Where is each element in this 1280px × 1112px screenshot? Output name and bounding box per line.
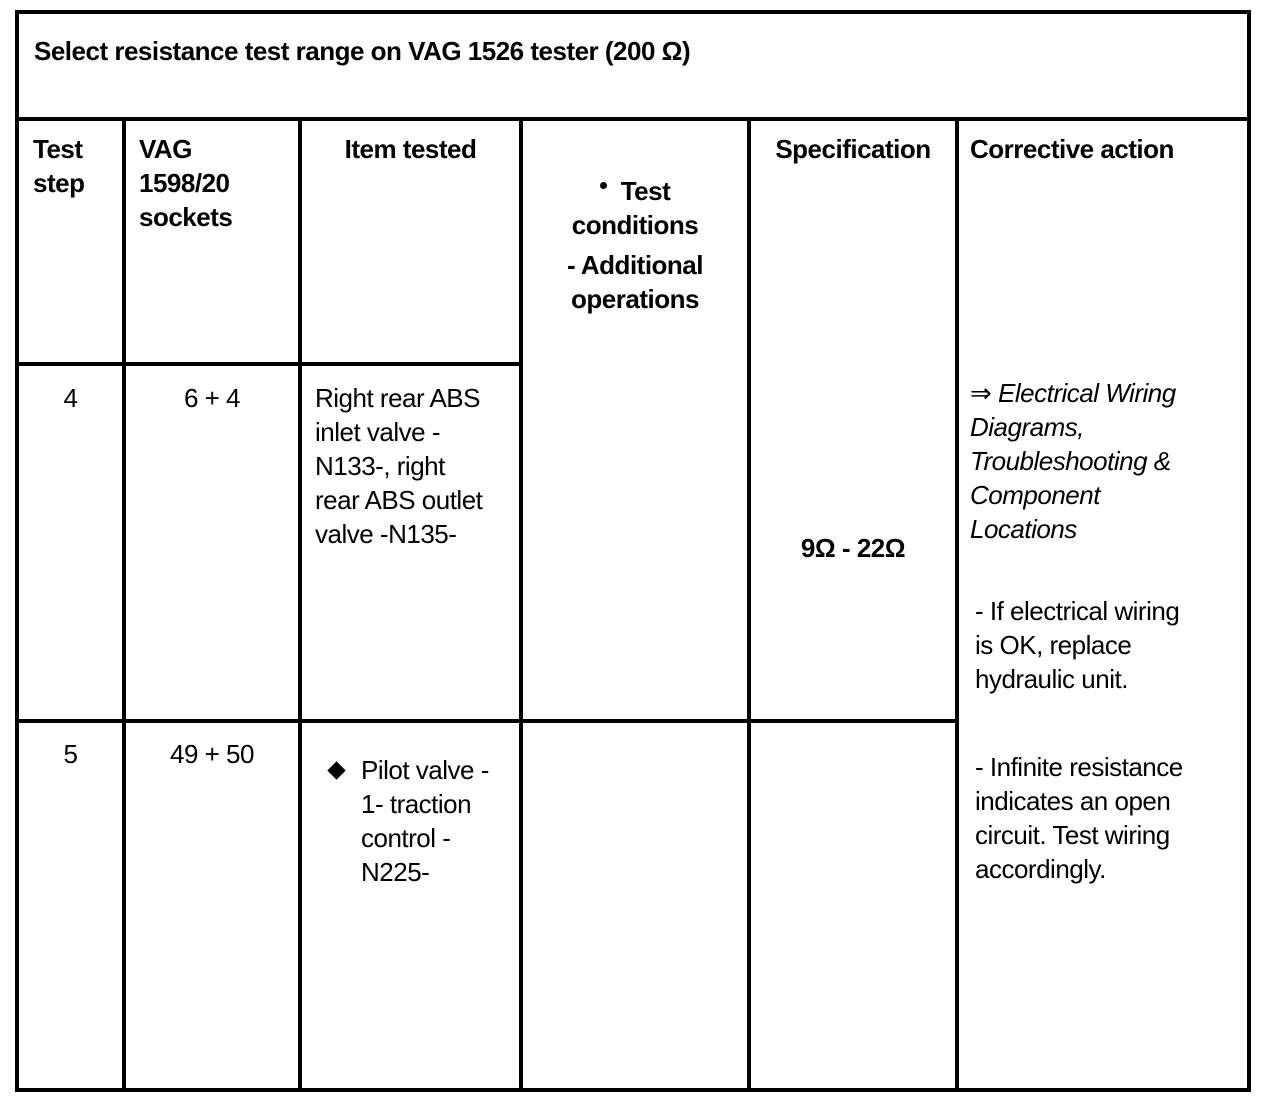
row5-step: 5	[63, 739, 78, 769]
row4-top-divider	[15, 362, 523, 366]
corrective-reference	[970, 376, 1176, 546]
col-divider-1	[122, 117, 126, 1092]
header-additional-operations: - Additional operations	[566, 250, 703, 314]
corrective-action-2: - Infinite resistance indicates an open circuit. Test wiring accordingly.	[975, 752, 1183, 884]
corrective-action-1: - If electrical wiring is OK, replace hydraulic unit.	[975, 596, 1180, 694]
title-divider	[15, 117, 1251, 121]
row4-sockets: 6 + 4	[183, 383, 241, 413]
right-arrow-icon: ⇒	[970, 378, 992, 408]
row4-step: 4	[63, 383, 78, 413]
row5-top-divider	[15, 719, 957, 723]
col-divider-4	[747, 117, 751, 1092]
table-title: Select resistance test range on VAG 1526 tester (200 Ω)	[34, 36, 691, 66]
bullet-icon	[600, 182, 607, 189]
header-corrective-action: Corrective action	[970, 134, 1174, 164]
header-test-conditions	[523, 140, 747, 242]
header-sockets: VAG 1598/20 sockets	[139, 134, 233, 232]
col-divider-2	[298, 117, 302, 1092]
header-test-conditions-text: Test conditions	[571, 176, 699, 240]
header-specification: Specification	[775, 134, 931, 164]
row5-item: Pilot valve - 1- traction control - N225-	[361, 755, 489, 887]
header-test-step: Test step	[33, 134, 85, 198]
col-divider-5	[955, 117, 959, 1092]
specification-value: 9Ω - 22Ω	[800, 533, 906, 563]
header-item-tested: Item tested	[344, 134, 477, 164]
corrective-reference-text[interactable]: Electrical Wiring Diagrams, Troubleshooting & Component Locations	[970, 378, 1176, 544]
row4-item: Right rear ABS inlet valve - N133-, right rear ABS outlet valve -N135-	[315, 383, 483, 549]
row5-sockets: 49 + 50	[170, 739, 254, 769]
